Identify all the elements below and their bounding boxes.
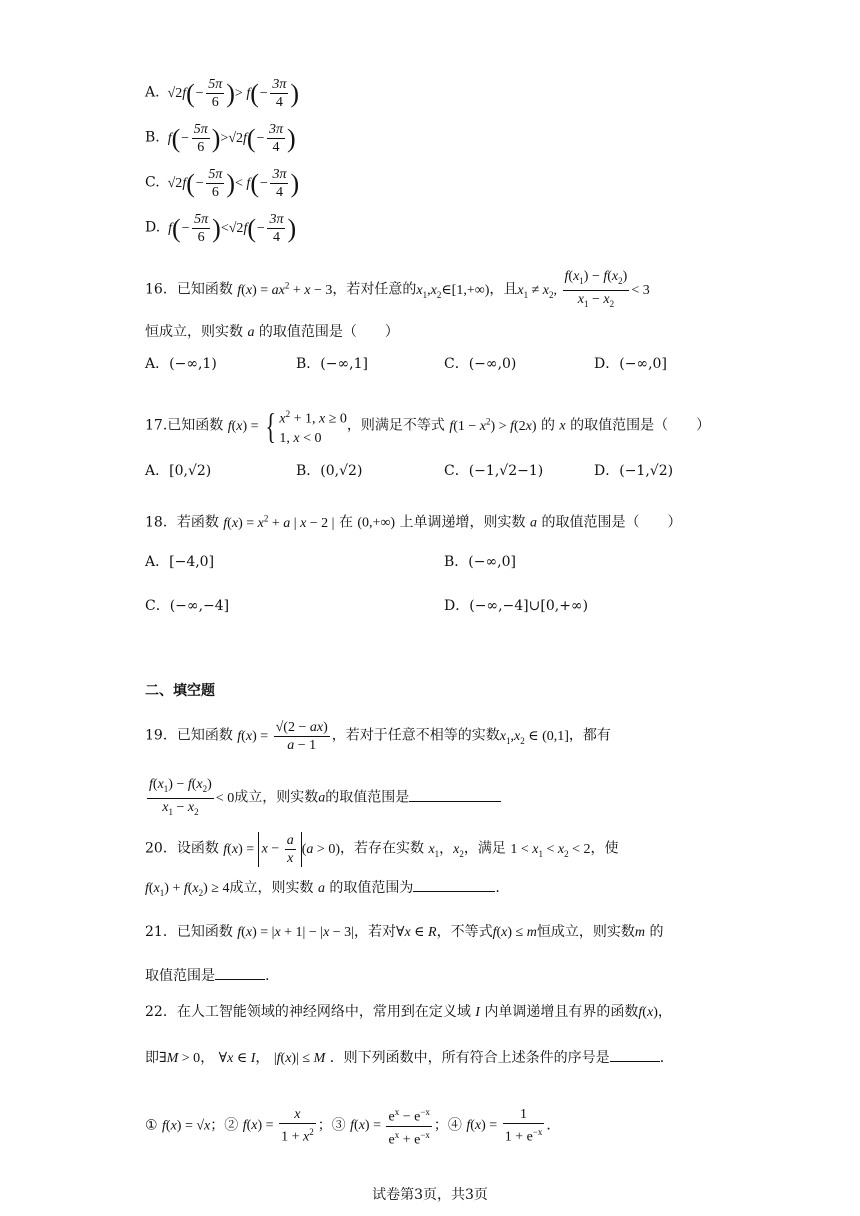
q19-domain: $x_1,x_2$ ∈ (0,1] bbox=[499, 728, 569, 746]
text: ， bbox=[200, 1050, 215, 1066]
text: ，使 bbox=[590, 840, 619, 857]
option-letter: C． bbox=[145, 598, 170, 614]
text: 成立，则实数 bbox=[234, 789, 319, 806]
q20-range: $1 < x_1 < x_2 < 2$ bbox=[510, 841, 591, 859]
choice-marker: ；④ bbox=[433, 1117, 462, 1134]
q22-exists: ∃M > 0 bbox=[159, 1051, 201, 1066]
q16-domain: $x_1,x_2\in[1,+\infty)$ bbox=[416, 282, 490, 300]
q22-forall: ∀x ∈ I bbox=[218, 1051, 256, 1066]
q20-function: f(x) = x − $\frac{a}{x}$ (a > 0) bbox=[223, 833, 340, 866]
q15-option-b bbox=[145, 121, 296, 156]
text: 取值范围是 bbox=[145, 968, 215, 984]
q21-stem-line1 bbox=[145, 922, 663, 943]
q19-stem-line1 bbox=[145, 719, 611, 754]
text: ，若对任意的 bbox=[332, 281, 417, 298]
var-a: a bbox=[530, 515, 537, 531]
q17-option-b bbox=[296, 461, 362, 481]
q16-option-b bbox=[296, 354, 368, 374]
q21-inequality: f(x) ≤ m bbox=[492, 925, 537, 940]
q16-condition: $x_1 \ne x_2$, $\frac{f(x_1) - f(x_2)}{x_1 - x_2}$ < 3 bbox=[517, 269, 650, 309]
q15-option-a-formula: √2f(− $\frac{5\pi}{6}$ )> f(− $\frac{3\pi}{4}$ ) bbox=[167, 77, 300, 110]
q19-condition: $\frac{f(x_1) - f(x_2)}{x_1 - x_2}$ < 0 bbox=[149, 777, 235, 817]
option-value: [0,√2) bbox=[169, 463, 212, 479]
option-letter: D． bbox=[594, 356, 620, 372]
option-letter: D． bbox=[594, 463, 620, 479]
var-a: a bbox=[247, 325, 255, 340]
choice-marker: ① bbox=[145, 1117, 158, 1134]
text: 若函数 bbox=[176, 514, 219, 531]
text: 上单调递增，则实数 bbox=[399, 514, 526, 531]
option-letter: B． bbox=[296, 356, 321, 372]
option-value: [−4,0] bbox=[169, 554, 215, 570]
q18-stem bbox=[145, 508, 681, 534]
q17-inequality: $f(1 - x^2) > f(2x)$ bbox=[449, 415, 537, 434]
q22-stem-line2 bbox=[145, 1047, 674, 1069]
q20-stem-line1 bbox=[145, 832, 618, 867]
option-value: (0,√2) bbox=[320, 463, 363, 479]
option-letter: D． bbox=[444, 598, 470, 614]
text: 的取值范围是（ ） bbox=[258, 324, 399, 340]
option-value: (−1,√2) bbox=[619, 463, 674, 479]
text: ，满足 bbox=[463, 840, 506, 857]
q15-option-c bbox=[145, 166, 299, 201]
option-letter: B． bbox=[444, 554, 469, 570]
q20-inequality: $f(x_1) + f(x_2) \ge 4$ bbox=[145, 881, 230, 898]
answer-blank[interactable] bbox=[215, 965, 265, 980]
option-letter: C． bbox=[444, 463, 469, 479]
option-value: (−∞,0) bbox=[468, 356, 517, 372]
choice-marker: ；③ bbox=[317, 1117, 346, 1134]
q21-forall: ∀x ∈ R bbox=[395, 925, 437, 940]
question-number: 21． bbox=[145, 924, 177, 940]
q17-stem bbox=[145, 405, 710, 448]
text: 已知函数 bbox=[176, 281, 233, 298]
option-value: (−∞,0] bbox=[619, 356, 667, 372]
q16-stem-line2 bbox=[145, 322, 399, 343]
question-number: 19． bbox=[145, 727, 177, 744]
text: 的 bbox=[540, 417, 555, 434]
text: ，则满足不等式 bbox=[346, 417, 445, 434]
var-m: m bbox=[634, 925, 645, 940]
text: 在 bbox=[338, 514, 353, 531]
option-value: (−∞,−4]∪[0,+∞) bbox=[469, 598, 589, 614]
option-value: (−∞,−4] bbox=[169, 598, 230, 614]
text: 成立，则实数 bbox=[229, 880, 314, 896]
text: ，不等式 bbox=[436, 924, 493, 940]
question-number: 16． bbox=[145, 281, 177, 298]
q16-stem-line1 bbox=[145, 268, 650, 313]
text: ， bbox=[657, 1004, 672, 1020]
text: 的取值范围是（ ） bbox=[570, 417, 711, 434]
text: ． bbox=[659, 1050, 674, 1066]
text: 已知函数 bbox=[167, 417, 224, 434]
var-a: a bbox=[318, 790, 326, 806]
var-a: a bbox=[317, 881, 325, 896]
q18-option-b bbox=[444, 552, 516, 572]
text: ，若存在实数 bbox=[339, 840, 424, 857]
page-footer: 试卷第3页，共3页 bbox=[372, 1187, 488, 1203]
text: 即 bbox=[145, 1050, 159, 1066]
q15-option-c-formula: √2f(− $\frac{5\pi}{6}$ )< f(− $\frac{3\pi}{4}$ ) bbox=[167, 167, 300, 200]
choice-marker: ． bbox=[546, 1117, 561, 1134]
q17-option-a bbox=[145, 461, 211, 481]
q18-option-a bbox=[145, 552, 214, 572]
answer-blank[interactable] bbox=[409, 787, 501, 802]
q16-option-c bbox=[444, 354, 516, 374]
text: ，若对 bbox=[353, 924, 396, 940]
choice-marker: ；② bbox=[210, 1117, 239, 1134]
option-letter: A． bbox=[145, 463, 170, 479]
text: 的 bbox=[649, 924, 664, 940]
option-letter: B． bbox=[296, 463, 321, 479]
section-title: 二、填空题 bbox=[145, 683, 215, 699]
text: . bbox=[495, 880, 500, 896]
q17-piecewise-function: f(x) = { $x^2 + 1$, x ≥ 0 1, x < 0 bbox=[227, 406, 347, 447]
q22-choice-1: f(x) = √x bbox=[162, 1118, 211, 1134]
option-letter: D. bbox=[145, 219, 161, 236]
q22-choice-3: f(x) = $\frac{e^x - e^{-x}}{e^x + e^{-x}}$ bbox=[350, 1118, 434, 1133]
q18-option-d bbox=[444, 596, 588, 616]
answer-blank[interactable] bbox=[610, 1047, 660, 1062]
q15-option-a bbox=[145, 76, 299, 111]
q22-bound: |f(x)| ≤ M bbox=[273, 1051, 326, 1066]
text: 恒成立，则实数 bbox=[536, 924, 635, 940]
q17-option-d bbox=[594, 461, 673, 481]
option-value: (−∞,0] bbox=[468, 554, 516, 570]
q22-choices bbox=[145, 1104, 560, 1148]
question-number: 22． bbox=[145, 1004, 177, 1020]
text: ，都有 bbox=[568, 727, 611, 744]
var-x: x bbox=[559, 418, 566, 434]
option-letter: B. bbox=[145, 129, 160, 146]
text: . bbox=[265, 968, 270, 984]
option-value: (−∞,1] bbox=[320, 356, 368, 372]
q15-option-b-formula: f(− $\frac{5\pi}{6}$ )>√2f(− $\frac{3\pi}{4}$ ) bbox=[164, 122, 296, 155]
q18-option-c bbox=[145, 596, 229, 616]
option-letter: A． bbox=[145, 554, 170, 570]
q17-option-c bbox=[444, 461, 543, 481]
text: ， bbox=[255, 1050, 270, 1066]
question-number: 20． bbox=[145, 840, 177, 857]
text: ．则下列函数中，所有符合上述条件的序号是 bbox=[329, 1050, 610, 1066]
var-x1: $x_1$，$x_2$ bbox=[428, 841, 464, 859]
text: 的取值范围是（ ） bbox=[541, 514, 682, 531]
q21-function: f(x) = |x + 1| − |x − 3| bbox=[237, 925, 354, 940]
q15-option-d bbox=[145, 211, 296, 246]
q19-function: f(x) = $\frac{√(2 - ax)}{a - 1}$ bbox=[237, 720, 328, 753]
q16-option-a bbox=[145, 354, 217, 374]
text: ，若对于任意不相等的实数 bbox=[331, 727, 500, 744]
q19-stem-line2 bbox=[145, 776, 501, 821]
text: 恒成立，则实数 bbox=[145, 324, 243, 340]
option-letter: A． bbox=[145, 356, 170, 372]
text: 设函数 bbox=[176, 840, 219, 857]
q22-choice-2: f(x) = $\frac{x}{1 + x^2}$ bbox=[242, 1107, 314, 1145]
text: ，且 bbox=[489, 281, 518, 298]
text: 在人工智能领域的神经网络中，常用到在定义域 bbox=[176, 1004, 471, 1020]
q21-stem-line2 bbox=[145, 965, 269, 986]
answer-blank[interactable] bbox=[413, 877, 495, 892]
q22-fx: f(x) bbox=[638, 1005, 658, 1020]
q22-choice-4: f(x) = $\frac{1}{1 + e^{-x}}$ bbox=[466, 1107, 543, 1145]
var-i: I bbox=[475, 1005, 480, 1020]
option-letter: C． bbox=[444, 356, 469, 372]
text: 已知函数 bbox=[176, 727, 233, 744]
q22-stem-line1 bbox=[145, 1002, 672, 1023]
option-letter: A. bbox=[145, 84, 160, 101]
q20-stem-line2 bbox=[145, 877, 500, 903]
q15-option-d-formula: f(− $\frac{5\pi}{6}$ )<√2f(− $\frac{3\pi}{4}$ ) bbox=[164, 212, 297, 245]
q18-interval: (0,+∞) bbox=[357, 515, 396, 531]
q16-function: $f(x) = ax^2 + x - 3$ bbox=[237, 279, 333, 298]
option-value: (−∞,1) bbox=[169, 356, 217, 372]
q18-function: $f(x) = x^2 + a$ | x − 2 | bbox=[223, 513, 335, 531]
text: 的取值范围是 bbox=[325, 789, 410, 806]
text: 已知函数 bbox=[176, 924, 233, 940]
q16-option-d bbox=[594, 354, 667, 374]
option-letter: C. bbox=[145, 174, 160, 191]
option-value: (−1,√2−1) bbox=[468, 463, 544, 479]
text: 内单调递增且有界的函数 bbox=[484, 1004, 639, 1020]
question-number: 18． bbox=[145, 514, 177, 531]
question-number: 17. bbox=[145, 417, 168, 434]
text: 的取值范围为 bbox=[329, 880, 414, 896]
